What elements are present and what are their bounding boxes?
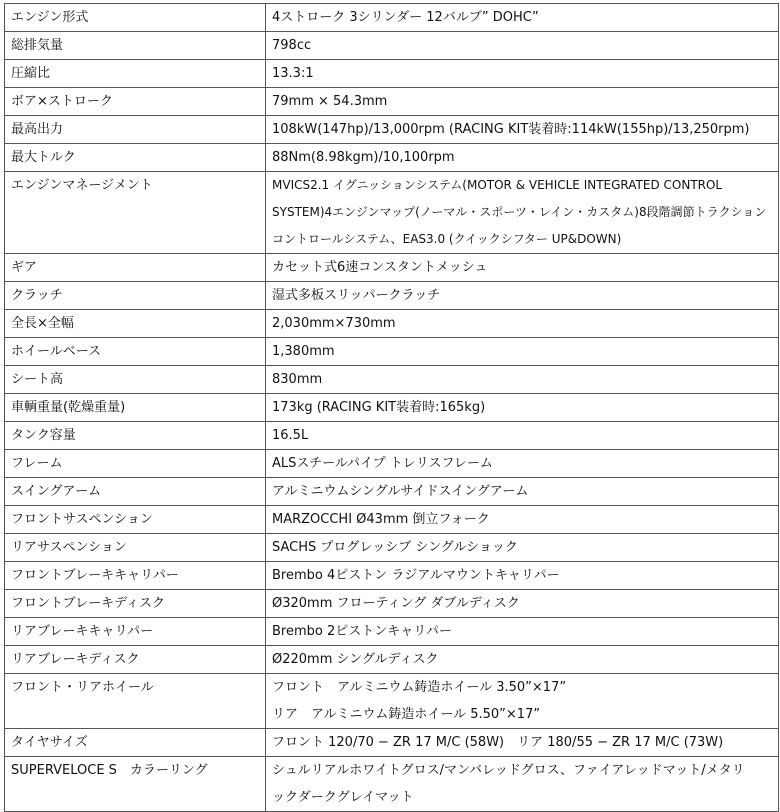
spec-row bbox=[5, 88, 779, 116]
spec-row bbox=[5, 562, 779, 590]
spec-label: スイングアーム bbox=[5, 478, 266, 506]
spec-value: 16.5L bbox=[266, 422, 779, 450]
spec-value: Ø320mm フローティング ダブルディスク bbox=[266, 590, 779, 618]
spec-row bbox=[5, 534, 779, 562]
spec-row bbox=[5, 646, 779, 674]
spec-label: リアブレーキディスク bbox=[5, 646, 266, 674]
spec-label: フロントブレーキキャリパー bbox=[5, 562, 266, 590]
spec-value: 173kg (RACING KIT装着時:165kg) bbox=[266, 394, 779, 422]
spec-value: 4ストローク 3シリンダー 12バルブ” DOHC” bbox=[266, 4, 779, 32]
spec-value: 88Nm(8.98kgm)/10,100rpm bbox=[266, 144, 779, 172]
spec-label: フロント・リアホイール bbox=[5, 674, 266, 729]
spec-value: Brembo 2ピストンキャリパー bbox=[266, 618, 779, 646]
spec-row bbox=[5, 450, 779, 478]
spec-value: MVICS2.1 イグニッションシステム(MOTOR & VEHICLE INTEGRATED CONTROL SYSTEM)4エンジンマップ(ノーマル・スポーツ・レイン・カスタム)8段階調節トラクション コントロールシステム、EAS3.0 (クイックシフター UP&DOWN) bbox=[266, 172, 779, 254]
spec-row bbox=[5, 478, 779, 506]
spec-table bbox=[4, 3, 779, 812]
spec-row bbox=[5, 506, 779, 534]
spec-label: ホイールベース bbox=[5, 338, 266, 366]
spec-label: ギア bbox=[5, 254, 266, 282]
spec-label: タンク容量 bbox=[5, 422, 266, 450]
spec-row bbox=[5, 422, 779, 450]
spec-row bbox=[5, 4, 779, 32]
spec-value: カセット式6速コンスタントメッシュ bbox=[266, 254, 779, 282]
spec-value: フロント 120/70 − ZR 17 M/C (58W) リア 180/55 − ZR 17 M/C (73W) bbox=[266, 729, 779, 757]
spec-row bbox=[5, 590, 779, 618]
spec-value: Brembo 4ピストン ラジアルマウントキャリパー bbox=[266, 562, 779, 590]
spec-value: Ø220mm シングルディスク bbox=[266, 646, 779, 674]
spec-value: 2,030mm×730mm bbox=[266, 310, 779, 338]
spec-value: 798cc bbox=[266, 32, 779, 60]
spec-value: MARZOCCHI Ø43mm 倒立フォーク bbox=[266, 506, 779, 534]
spec-row bbox=[5, 254, 779, 282]
spec-row bbox=[5, 282, 779, 310]
spec-row bbox=[5, 32, 779, 60]
spec-label: シート高 bbox=[5, 366, 266, 394]
spec-label: 車輌重量(乾燥重量) bbox=[5, 394, 266, 422]
spec-value: 1,380mm bbox=[266, 338, 779, 366]
spec-label: フレーム bbox=[5, 450, 266, 478]
spec-label: タイヤサイズ bbox=[5, 729, 266, 757]
spec-row bbox=[5, 366, 779, 394]
spec-row bbox=[5, 310, 779, 338]
spec-label: エンジン形式 bbox=[5, 4, 266, 32]
spec-row bbox=[5, 172, 779, 254]
spec-value: ALSスチールパイプ トレリスフレーム bbox=[266, 450, 779, 478]
spec-value: 湿式多板スリッパークラッチ bbox=[266, 282, 779, 310]
spec-row bbox=[5, 674, 779, 729]
spec-label: フロントブレーキディスク bbox=[5, 590, 266, 618]
spec-label: クラッチ bbox=[5, 282, 266, 310]
spec-value: SACHS プログレッシブ シングルショック bbox=[266, 534, 779, 562]
spec-value: アルミニウムシングルサイドスイングアーム bbox=[266, 478, 779, 506]
spec-label: 圧縮比 bbox=[5, 60, 266, 88]
spec-label: 全長×全幅 bbox=[5, 310, 266, 338]
spec-value: 79mm × 54.3mm bbox=[266, 88, 779, 116]
spec-value: 830mm bbox=[266, 366, 779, 394]
spec-label: ボア×ストローク bbox=[5, 88, 266, 116]
spec-label: 総排気量 bbox=[5, 32, 266, 60]
spec-row bbox=[5, 729, 779, 757]
spec-value: 108kW(147hp)/13,000rpm (RACING KIT装着時:114kW(155hp)/13,250rpm) bbox=[266, 116, 779, 144]
spec-row bbox=[5, 394, 779, 422]
spec-value: 13.3:1 bbox=[266, 60, 779, 88]
spec-label: 最高出力 bbox=[5, 116, 266, 144]
spec-value: フロント アルミニウム鋳造ホイール 3.50”×17” リア アルミニウム鋳造ホイール 5.50”×17” bbox=[266, 674, 779, 729]
spec-label: エンジンマネージメント bbox=[5, 172, 266, 254]
spec-row bbox=[5, 60, 779, 88]
spec-value: シュルリアルホワイトグロス/マンバレッドグロス、ファイアレッドマット/メタリ ックダークグレイマット bbox=[266, 757, 779, 812]
spec-row bbox=[5, 338, 779, 366]
spec-label: 最大トルク bbox=[5, 144, 266, 172]
spec-row bbox=[5, 618, 779, 646]
spec-row bbox=[5, 116, 779, 144]
spec-row bbox=[5, 757, 779, 812]
spec-label: フロントサスペンション bbox=[5, 506, 266, 534]
spec-row bbox=[5, 144, 779, 172]
spec-label: SUPERVELOCE S カラーリング bbox=[5, 757, 266, 812]
spec-label: リアブレーキキャリパー bbox=[5, 618, 266, 646]
spec-label: リアサスペンション bbox=[5, 534, 266, 562]
